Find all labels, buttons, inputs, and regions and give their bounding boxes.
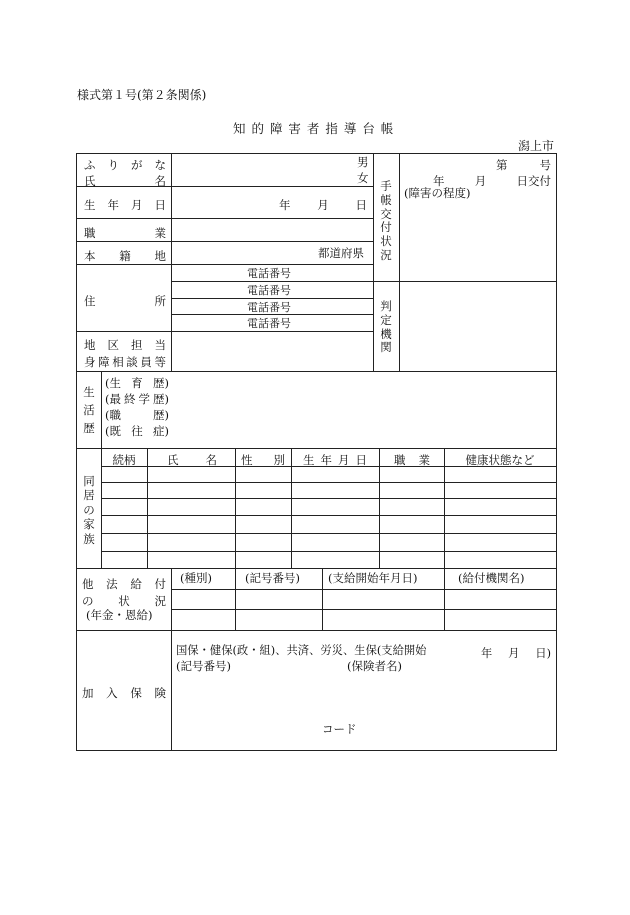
furigana-label: ふ り が な: [84, 158, 166, 172]
life-item-work-history: (職 歴): [105, 408, 169, 422]
phone-label-4: 電話番号: [247, 317, 291, 330]
benefits-header-agency: (給付機関名): [458, 571, 525, 585]
prefecture-label: 都道府県: [318, 246, 364, 260]
handbook-status-label: 手 帳 交 付 状 況: [380, 179, 392, 262]
benefits-header-number: (記号番号): [245, 571, 300, 585]
phone-label-2: 電話番号: [247, 284, 291, 297]
insurance-label: 加 入 保 険: [82, 686, 166, 700]
phone-label-1: 電話番号: [247, 267, 291, 280]
family-header-birthdate: 生 年 月 日: [303, 453, 367, 467]
insurance-symbol-number: (記号番号): [176, 659, 231, 673]
sex-female: 女: [357, 171, 369, 185]
family-header-health: 健康状態など: [465, 453, 535, 467]
insurance-types-line: 国保・健保(政・組)、共済、労災、生保(支給開始: [176, 644, 427, 657]
form-number: 様式第１号(第２条関係): [77, 88, 207, 102]
benefits-header-type: (種別): [180, 571, 212, 585]
district-officer-label: 地 区 担 当: [84, 338, 166, 352]
handbook-number: 第 号: [496, 158, 551, 172]
judgment-agency-label: 判 定 機 関: [380, 299, 392, 355]
phone-label-3: 電話番号: [247, 301, 291, 314]
benefits-header-start-date: (支給開始年月日): [328, 571, 418, 585]
insurance-code: コード: [322, 722, 357, 736]
family-label: 同 居 の 家 族: [83, 474, 95, 546]
family-header-name: 氏 名: [167, 453, 217, 467]
domicile-label: 本 籍 地: [84, 249, 166, 263]
benefits-label-1: 他 法 給 付: [82, 577, 166, 591]
disability-degree-label: (障害の程度): [404, 186, 471, 200]
city-name: 潟上市: [518, 139, 555, 153]
benefits-label-2: の 状 況: [82, 594, 166, 608]
counselor-label: 身 障 相 談 員 等: [84, 355, 166, 369]
life-item-upbringing: (生 育 歴): [105, 376, 169, 390]
family-header-occupation: 職 業: [394, 453, 430, 467]
sex-male: 男: [357, 155, 369, 169]
name-label: 氏 名: [84, 174, 166, 188]
page-title: 知 的 障 害 者 指 導 台 帳: [233, 121, 395, 136]
benefits-label-3: (年金・恩給): [86, 608, 153, 622]
address-label: 住 所: [84, 294, 166, 308]
life-item-medical-history: (既 往 症): [105, 424, 169, 438]
birth-date-field: 年 月 日: [279, 198, 367, 212]
occupation-label: 職 業: [84, 226, 166, 240]
handbook-issued-date: 年 月 日交付: [433, 174, 551, 188]
insurance-insurer-name: (保険者名): [347, 659, 402, 673]
life-item-education: (最 終 学 歴): [105, 392, 169, 406]
birth-label: 生 年 月 日: [84, 198, 166, 212]
insurance-start-date: 年 月 日): [481, 647, 551, 660]
family-header-sex: 性 別: [241, 453, 285, 467]
family-header-relation: 続柄: [112, 453, 136, 467]
life-history-label: 生 活 歴: [83, 385, 95, 435]
